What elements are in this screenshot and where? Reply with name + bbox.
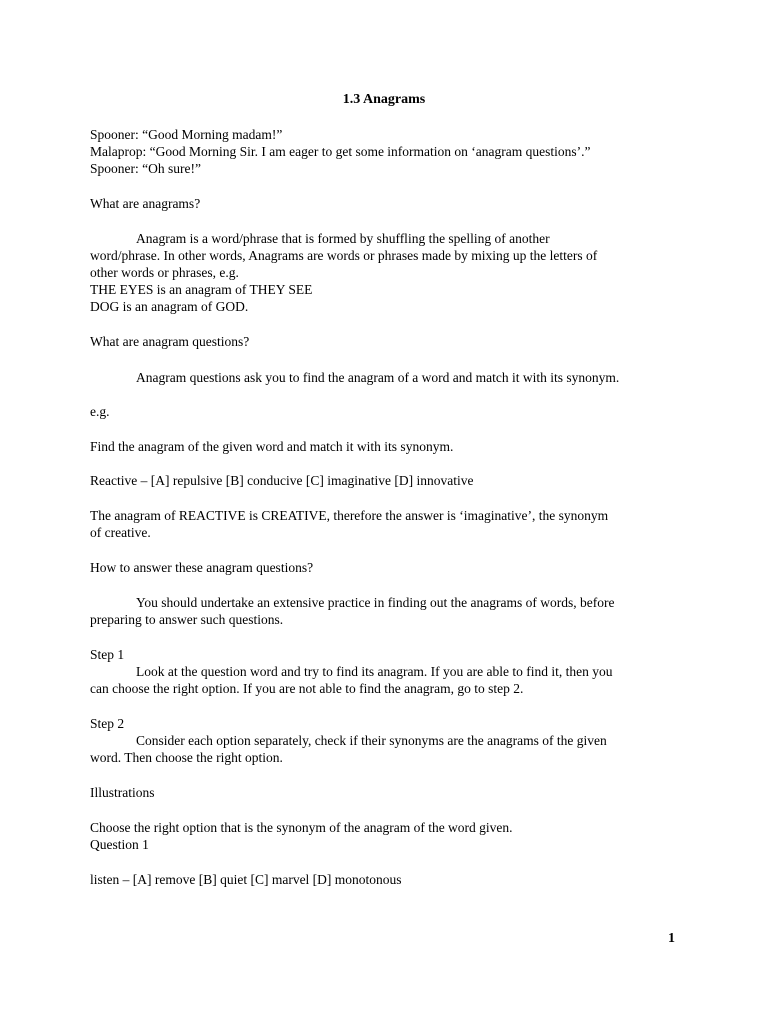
paragraph-line: Consider each option separately, check if their synonyms are the anagrams of the given: [136, 733, 607, 748]
paragraph-line: can choose the right option. If you are not able to find the anagram, go to step 2.: [90, 681, 524, 696]
instruction-line: Choose the right option that is the synonym of the anagram of the word given.: [90, 820, 513, 835]
paragraph-line: preparing to answer such questions.: [90, 612, 284, 627]
paragraph-line: Anagram is a word/phrase that is formed by shuffling the spelling of another: [136, 231, 550, 246]
paragraph-line: Anagram questions ask you to find the anagram of a word and match it with its synonym.: [136, 370, 620, 385]
section-heading-how-to-answer: How to answer these anagram questions?: [90, 560, 314, 575]
page-number: 1: [668, 931, 675, 946]
dialogue-line-spooner-1: Spooner: “Good Morning madam!”: [90, 127, 283, 142]
page-title: 1.3 Anagrams: [342, 92, 426, 107]
paragraph-line: You should undertake an extensive practice in finding out the anagrams of words, before: [136, 595, 615, 610]
paragraph-line: word/phrase. In other words, Anagrams are words or phrases made by mixing up the letters of: [90, 248, 598, 263]
section-heading-illustrations: Illustrations: [90, 785, 155, 800]
paragraph-line: other words or phrases, e.g.: [90, 265, 239, 280]
paragraph-line: of creative.: [90, 525, 151, 540]
step-2-heading: Step 2: [90, 716, 125, 731]
instruction-line: Find the anagram of the given word and match it with its synonym.: [90, 439, 454, 454]
paragraph-line: word. Then choose the right option.: [90, 750, 283, 765]
question-heading: Question 1: [90, 837, 149, 852]
question-line: listen – [A] remove [B] quiet [C] marvel [D] monotonous: [90, 872, 402, 887]
paragraph-line: The anagram of REACTIVE is CREATIVE, therefore the answer is ‘imaginative’, the synonym: [90, 508, 609, 523]
dialogue-line-spooner-2: Spooner: “Oh sure!”: [90, 161, 201, 176]
paragraph-line: Look at the question word and try to find its anagram. If you are able to find it, then you: [136, 664, 613, 679]
example-line: DOG is an anagram of GOD.: [90, 299, 249, 314]
dialogue-line-malaprop: Malaprop: “Good Morning Sir. I am eager to get some information on ‘anagram questions’.”: [90, 144, 591, 159]
section-heading-anagram-questions: What are anagram questions?: [90, 334, 250, 349]
section-heading-what-are-anagrams: What are anagrams?: [90, 196, 201, 211]
example-label: e.g.: [90, 404, 110, 419]
example-line: THE EYES is an anagram of THEY SEE: [90, 282, 313, 297]
step-1-heading: Step 1: [90, 647, 125, 662]
example-question: Reactive – [A] repulsive [B] conducive [C] imaginative [D] innovative: [90, 473, 474, 488]
